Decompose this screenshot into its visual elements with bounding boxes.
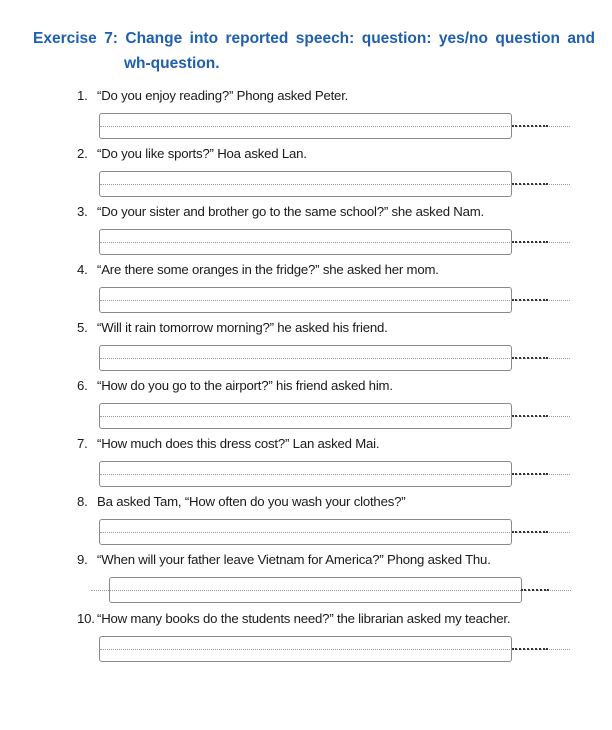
dotted-line-tail <box>512 531 548 533</box>
answer-input[interactable] <box>100 114 511 138</box>
answer-input[interactable] <box>100 172 511 196</box>
question-number: 1. <box>77 88 88 103</box>
answer-area <box>77 171 597 199</box>
dotted-line-tail <box>512 415 548 417</box>
question-number: 9. <box>77 552 88 567</box>
question-number: 10. <box>77 611 95 626</box>
answer-input[interactable] <box>110 578 521 602</box>
question-item-2 <box>77 146 597 199</box>
answer-area <box>77 113 597 141</box>
question-text-row <box>77 378 597 394</box>
question-text-row <box>77 552 597 568</box>
title-word: 7: <box>104 30 118 47</box>
title-word: yes/no <box>438 30 488 47</box>
question-item-8 <box>77 494 597 547</box>
question-text-row <box>77 204 597 220</box>
question-prompt: “When will your father leave Vietnam for America?” Phong asked Thu. <box>97 552 491 567</box>
question-prompt: “Do you enjoy reading?” Phong asked Peter. <box>97 88 349 103</box>
answer-input[interactable] <box>100 230 511 254</box>
question-number: 5. <box>77 320 88 335</box>
answer-box[interactable] <box>99 519 512 545</box>
answer-area <box>77 577 597 605</box>
answer-input[interactable] <box>100 462 511 486</box>
question-item-5 <box>77 320 597 373</box>
question-item-1 <box>77 88 597 141</box>
title-word: and <box>567 30 595 47</box>
question-prompt: “How do you go to the airport?” his friend asked him. <box>97 378 393 393</box>
question-text-row <box>77 611 597 627</box>
dotted-line-tail <box>512 648 548 650</box>
answer-box[interactable] <box>109 577 522 603</box>
question-prompt: “Are there some oranges in the fridge?” she asked her mom. <box>97 262 439 277</box>
answer-area <box>77 461 597 489</box>
title-word: Exercise <box>33 30 97 47</box>
dotted-line-tail <box>512 357 548 359</box>
title-word: reported <box>225 30 289 47</box>
dotted-line-tail <box>512 241 548 243</box>
question-text-row <box>77 494 597 510</box>
question-text-row <box>77 436 597 452</box>
exercise-title <box>33 26 595 76</box>
question-prompt: “Will it rain tomorrow morning?” he asked his friend. <box>97 320 388 335</box>
question-prompt: Ba asked Tam, “How often do you wash your clothes?” <box>97 494 406 509</box>
question-number: 3. <box>77 204 88 219</box>
question-item-7 <box>77 436 597 489</box>
answer-area <box>77 287 597 315</box>
question-number: 4. <box>77 262 88 277</box>
title-word: question <box>495 30 560 47</box>
dotted-line-tail <box>512 299 548 301</box>
question-item-6 <box>77 378 597 431</box>
title-word: Change <box>125 30 183 47</box>
title-word: speech: <box>295 30 355 47</box>
answer-box[interactable] <box>99 345 512 371</box>
answer-input[interactable] <box>100 288 511 312</box>
question-prompt: “How much does this dress cost?” Lan asked Mai. <box>97 436 380 451</box>
answer-area <box>77 519 597 547</box>
question-item-3 <box>77 204 597 257</box>
answer-area <box>77 403 597 431</box>
question-number: 7. <box>77 436 88 451</box>
title-line-1 <box>33 26 595 51</box>
answer-box[interactable] <box>99 229 512 255</box>
question-prompt: “Do you like sports?” Hoa asked Lan. <box>97 146 307 161</box>
question-text-row <box>77 320 597 336</box>
answer-box[interactable] <box>99 287 512 313</box>
answer-area <box>77 636 597 664</box>
title-line-2: wh-question. <box>124 55 220 72</box>
question-item-10 <box>77 611 597 664</box>
dotted-line-tail <box>521 589 549 591</box>
dotted-line-tail <box>512 183 548 185</box>
question-item-4 <box>77 262 597 315</box>
question-text-row <box>77 88 597 104</box>
question-number: 8. <box>77 494 88 509</box>
answer-input[interactable] <box>100 404 511 428</box>
question-number: 6. <box>77 378 88 393</box>
question-text-row <box>77 146 597 162</box>
question-number: 2. <box>77 146 88 161</box>
dotted-line-tail <box>512 125 548 127</box>
answer-input[interactable] <box>100 637 511 661</box>
question-item-9 <box>77 552 597 605</box>
question-prompt: “Do your sister and brother go to the same school?” she asked Nam. <box>97 204 485 219</box>
question-text-row <box>77 262 597 278</box>
answer-input[interactable] <box>100 520 511 544</box>
title-word: into <box>189 30 219 47</box>
answer-area <box>77 345 597 373</box>
answer-box[interactable] <box>99 461 512 487</box>
answer-box[interactable] <box>99 113 512 139</box>
title-word: question: <box>361 30 432 47</box>
answer-area <box>77 229 597 257</box>
dotted-line-tail <box>512 473 548 475</box>
answer-box[interactable] <box>99 403 512 429</box>
question-prompt: “How many books do the students need?” the librarian asked my teacher. <box>97 611 511 626</box>
answer-input[interactable] <box>100 346 511 370</box>
answer-box[interactable] <box>99 171 512 197</box>
answer-box[interactable] <box>99 636 512 662</box>
